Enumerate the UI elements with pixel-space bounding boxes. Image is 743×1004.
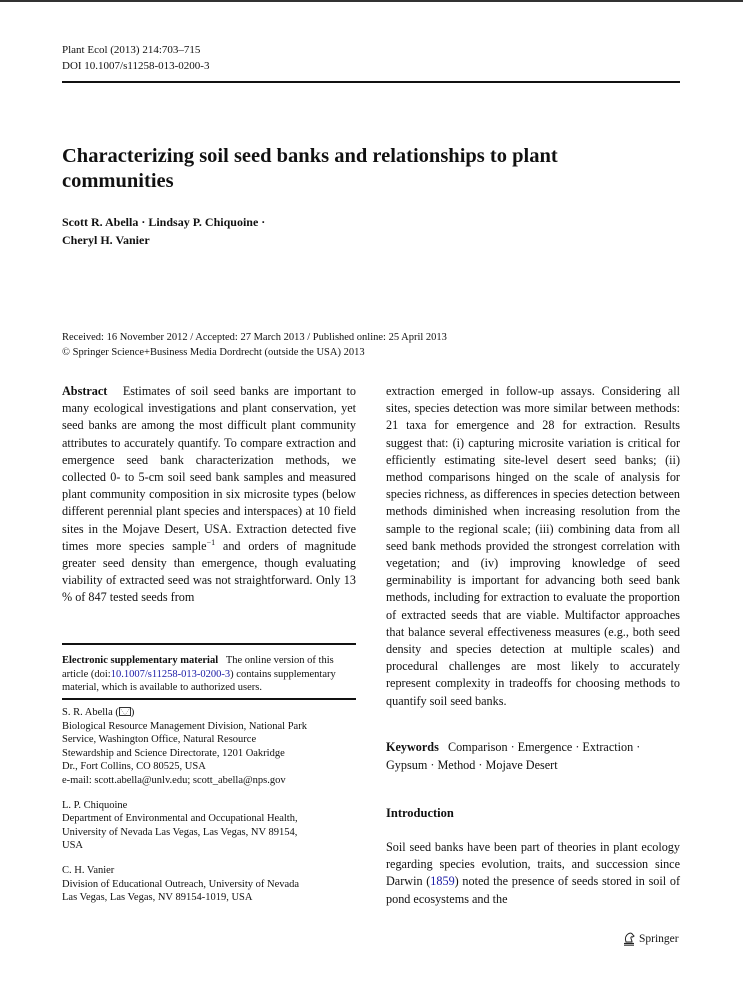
- introduction-text: [386, 839, 680, 908]
- supplementary-material-note: [62, 654, 356, 695]
- received-accepted-dates: Received: 16 November 2012 / Accepted: 27 March 2013 / Published online: 25 April 2013: [62, 332, 447, 343]
- footnote-rule-bottom: [62, 698, 356, 700]
- affiliation-line: Division of Educational Outreach, University of Nevada: [62, 878, 300, 890]
- affiliation-line: Department of Environmental and Occupational Health,: [62, 813, 298, 825]
- abstract-text-1: Estimates of soil seed banks are important to many ecological investigations and plant conservation, yet seed banks are among the most difficult plant community attributes to accurately quantify. To compare extraction and emergence seed bank characterization methods, we collected 0- to 5-cm soil seed bank samples and measured plant community composition in six microsite types (below different perennial plant species and interspaces) at 10 field sites in the Mojave Desert, USA. Extraction detected five times more species sample: [62, 384, 357, 553]
- abstract-label: Abstract: [62, 384, 108, 398]
- copyright-notice: © Springer Science+Business Media Dordrecht (outside the USA) 2013: [62, 346, 365, 358]
- introduction-heading: Introduction: [386, 806, 454, 820]
- springer-knight-icon: [622, 931, 636, 946]
- affiliation-abella: S. R. Abella ( ) Biological Resource Management Division, National Park Service, Washington Office, Natural Resource Stewardship and Science Directorate, 1201 Oakridge Dr., Fort Collins, CO 80525, USA e-mail: scott.abella@unlv.edu; scott_abella@nps.gov: [62, 706, 356, 788]
- page-top-border: [0, 0, 743, 2]
- esm-text-before: The online version of this article (doi:: [62, 655, 334, 680]
- affiliation-email[interactable]: e-mail: scott.abella@unlv.edu; scott_abella@nps.gov: [62, 774, 286, 786]
- envelope-icon[interactable]: [119, 707, 131, 716]
- publisher-name: Springer: [639, 932, 679, 945]
- journal-header: [62, 43, 209, 74]
- author-list: [62, 214, 265, 249]
- abstract-superscript: −1: [206, 537, 216, 547]
- footnote-rule-top: [62, 643, 356, 645]
- affiliation-line: Service, Washington Office, Natural Resource: [62, 734, 257, 746]
- abstract-left-column: [62, 383, 356, 607]
- intro-text-after: ) noted the presence of seeds stored in soil of pond ecosystems and the: [386, 874, 681, 906]
- journal-doi: DOI 10.1007/s11258-013-0200-3: [62, 59, 210, 72]
- affiliation-line: Stewardship and Science Directorate, 1201 Oakridge: [62, 747, 285, 759]
- affiliation-name: C. H. Vanier: [62, 864, 115, 876]
- authors-line-1: Scott R. Abella · Lindsay P. Chiquoine ·: [62, 215, 266, 229]
- affiliation-name: S. R. Abella: [62, 707, 113, 718]
- affiliation-name: L. P. Chiquoine: [62, 799, 128, 811]
- authors-line-2: Cheryl H. Vanier: [62, 232, 150, 247]
- keywords-label: Keywords: [386, 740, 439, 754]
- abstract-right-column: extraction emerged in follow-up assays. Considering all sites, species detection was more similar between methods: 21 taxa for emergence and 28 for extraction. Results suggest that: (i) capturing microsite variation is critical for efficiently estimating site-level desert seed banks; (ii) method comparisons hinged on the scale of analysis for species richness, as differences in species detection between methods diminished when increasing resolution from the sample to the regional scale; (iii) combining data from all seed bank methods provided the strongest correlation with vegetation; and (iv) improving knowledge of seed germinability is important for advancing both seed bank methods, including for extraction to evaluate the proportion of extracted seeds that are viable. Multifactor approaches that balance several effectiveness measures (e.g., both seed density and species detection at multiple scales) and procedural challenges are most likely to accurately represent complexity in tradeoffs for choosing methods to quantify soil seed banks.: [386, 384, 680, 708]
- keywords: [386, 739, 680, 774]
- affiliation-line: Biological Resource Management Division, National Park: [62, 720, 307, 732]
- esm-doi-link[interactable]: 10.1007/s11258-013-0200-3: [110, 668, 231, 680]
- affiliation-line: Dr., Fort Collins, CO 80525, USA: [62, 761, 206, 773]
- affiliation-line: USA: [62, 840, 84, 852]
- journal-citation: Plant Ecol (2013) 214:703–715: [62, 44, 201, 56]
- esm-label: Electronic supplementary material: [62, 655, 219, 666]
- affiliations: [62, 706, 356, 916]
- abstract-text-2: and orders of magnitude greater seed density than emergence, though evaluating viability of extracted seed was not straightforward. Only 13 % of 847 tested seeds from: [62, 538, 356, 605]
- esm-text-after: ) contains supplementary material, which is available to authorized users.: [62, 668, 336, 694]
- intro-text-before: Soil seed banks have been part of theories in plant ecology regarding species evolution, traits, and succession since Darwin (: [386, 840, 680, 889]
- publication-history: [62, 331, 622, 360]
- affiliation-vanier: [62, 864, 356, 905]
- article-title: Characterizing soil seed banks and relationships to plant communities: [62, 145, 558, 192]
- keywords-list: Comparison · Emergence · Extraction · Gypsum · Method · Mojave Desert: [386, 740, 641, 772]
- affiliation-line: University of Nevada Las Vegas, Las Vegas, NV 89154,: [62, 826, 298, 838]
- affiliation-line: Las Vegas, Las Vegas, NV 89154-1019, USA: [62, 892, 253, 904]
- header-rule: [62, 81, 680, 83]
- darwin-citation-link[interactable]: 1859: [430, 874, 455, 889]
- affiliation-chiquoine: [62, 799, 356, 853]
- publisher-logo: [622, 931, 679, 946]
